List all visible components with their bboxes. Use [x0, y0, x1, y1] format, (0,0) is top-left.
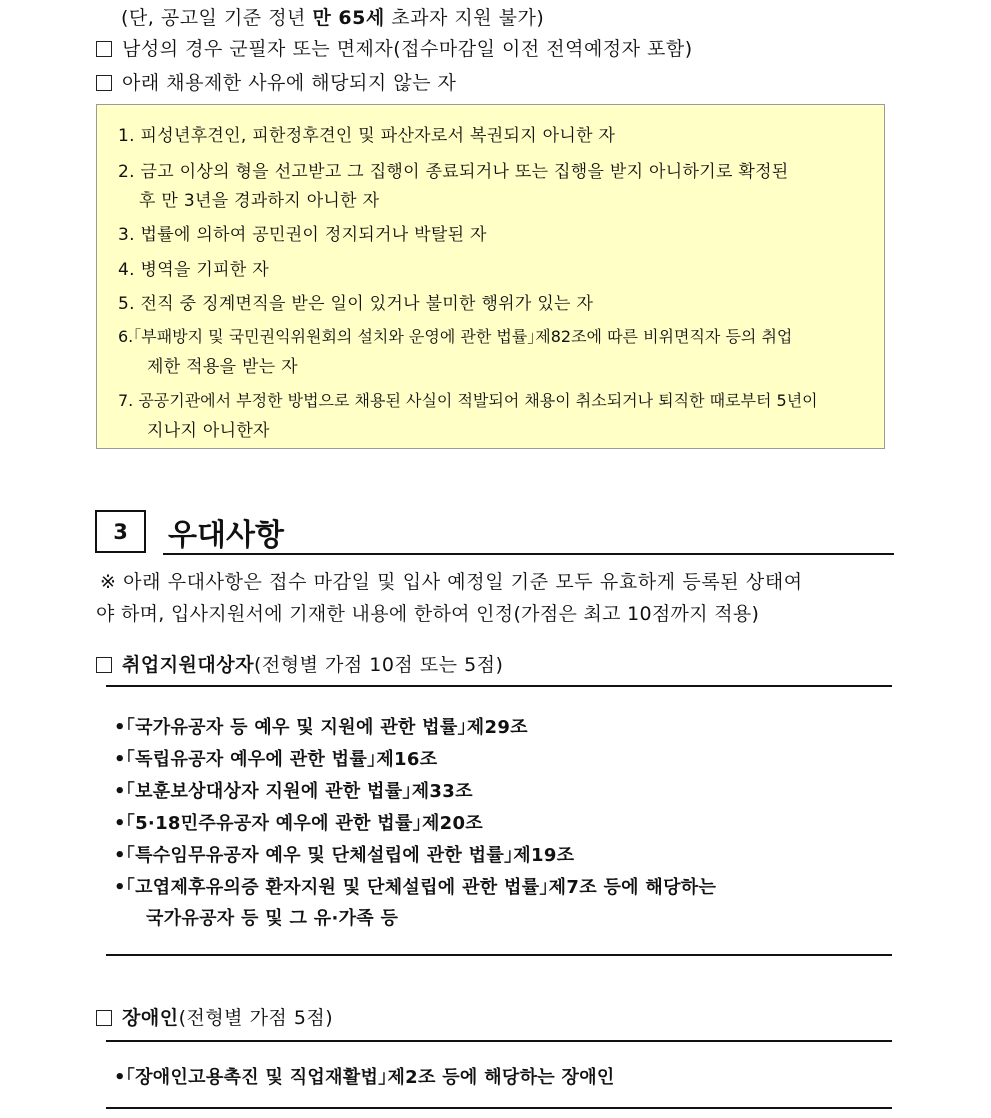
- preference-note-line-1: ※ 아래 우대사항은 접수 마감일 및 입사 예정일 기준 모두 유효하게 등록된 상태여: [100, 571, 803, 593]
- employment-support-top-rule: [106, 685, 892, 687]
- restriction-item-4: 4. 병역을 기피한 자: [118, 260, 269, 280]
- support-law-6-cont: 국가유공자 등 및 그 유·가족 등: [146, 908, 399, 929]
- employment-support-points: (전형별 가점 10점 또는 5점): [253, 654, 504, 676]
- support-law-3: •｢보훈보상대상자 지원에 관한 법률｣제33조: [114, 781, 473, 802]
- disabled-top-rule: [106, 1040, 892, 1042]
- checkbox-square-icon: [96, 75, 112, 91]
- checkbox-square-icon: [96, 657, 112, 673]
- age-limit-note: [121, 3, 544, 30]
- age-note-bold: 만 65세: [312, 7, 385, 29]
- checkbox-square-icon: [96, 1010, 112, 1026]
- support-law-4: •｢5·18민주유공자 예우에 관한 법률｣제20조: [114, 813, 483, 834]
- age-note-pre: (단, 공고일 기준 정년: [121, 7, 313, 29]
- employment-support-bottom-rule: [106, 954, 892, 956]
- restriction-item-7-cont: 지나지 아니한자: [147, 421, 270, 441]
- restriction-item-2: 2. 금고 이상의 형을 선고받고 그 집행이 종료되거나 또는 집행을 받지 아니하기로 확정된: [118, 162, 789, 182]
- military-requirement: [96, 34, 693, 61]
- age-note-post: 초과자 지원 불가): [384, 7, 545, 29]
- restriction-item-5: 5. 전직 중 징계면직을 받은 일이 있거나 불미한 행위가 있는 자: [118, 294, 594, 314]
- disabled-heading: [96, 1003, 333, 1030]
- military-requirement-text: 남성의 경우 군필자 또는 면제자(접수마감일 이전 전역예정자 포함): [122, 38, 693, 60]
- section-title: 우대사항: [168, 518, 284, 553]
- support-law-5: •｢특수임무유공자 예우 및 단체설립에 관한 법률｣제19조: [114, 845, 575, 866]
- preference-note-line-2: 야 하며, 입사지원서에 기재한 내용에 한하여 인정(가점은 최고 10점까지 적용): [96, 603, 760, 625]
- section-number: 3: [95, 510, 146, 553]
- employment-support-label: 취업지원대상자: [122, 654, 254, 676]
- restriction-item-6: 6.｢부패방지 및 국민권익위원회의 설치와 운영에 관한 법률｣제82조에 따른 비위면직자 등의 취업: [118, 327, 793, 346]
- restriction-item-2-cont: 후 만 3년을 경과하지 아니한 자: [139, 191, 380, 211]
- restriction-requirement: [96, 68, 456, 95]
- restriction-item-3: 3. 법률에 의하여 공민권이 정지되거나 박탈된 자: [118, 225, 487, 245]
- disabled-points: (전형별 가점 5점): [178, 1007, 334, 1029]
- support-law-2: •｢독립유공자 예우에 관한 법률｣제16조: [114, 749, 438, 770]
- restriction-requirement-text: 아래 채용제한 사유에 해당되지 않는 자: [122, 72, 457, 94]
- support-law-6: •｢고엽제후유의증 환자지원 및 단체설립에 관한 법률｣제7조 등에 해당하는: [114, 877, 717, 898]
- employment-support-heading: [96, 650, 503, 677]
- support-law-1: •｢국가유공자 등 예우 및 지원에 관한 법률｣제29조: [114, 717, 528, 738]
- disabled-law-1: •｢장애인고용촉진 및 직업재활법｣제2조 등에 해당하는 장애인: [114, 1067, 615, 1088]
- section-title-underline: [163, 553, 894, 555]
- restriction-item-7: 7. 공공기관에서 부정한 방법으로 채용된 사실이 적발되어 채용이 취소되거나 퇴직한 때로부터 5년이: [118, 391, 818, 410]
- restriction-item-1: 1. 피성년후견인, 피한정후견인 및 파산자로서 복권되지 아니한 자: [118, 126, 616, 146]
- checkbox-square-icon: [96, 41, 112, 57]
- restriction-item-6-cont: 제한 적용을 받는 자: [147, 357, 298, 377]
- disabled-bottom-rule: [106, 1107, 892, 1109]
- restrictions-box: [96, 104, 885, 449]
- disabled-label: 장애인: [122, 1007, 179, 1029]
